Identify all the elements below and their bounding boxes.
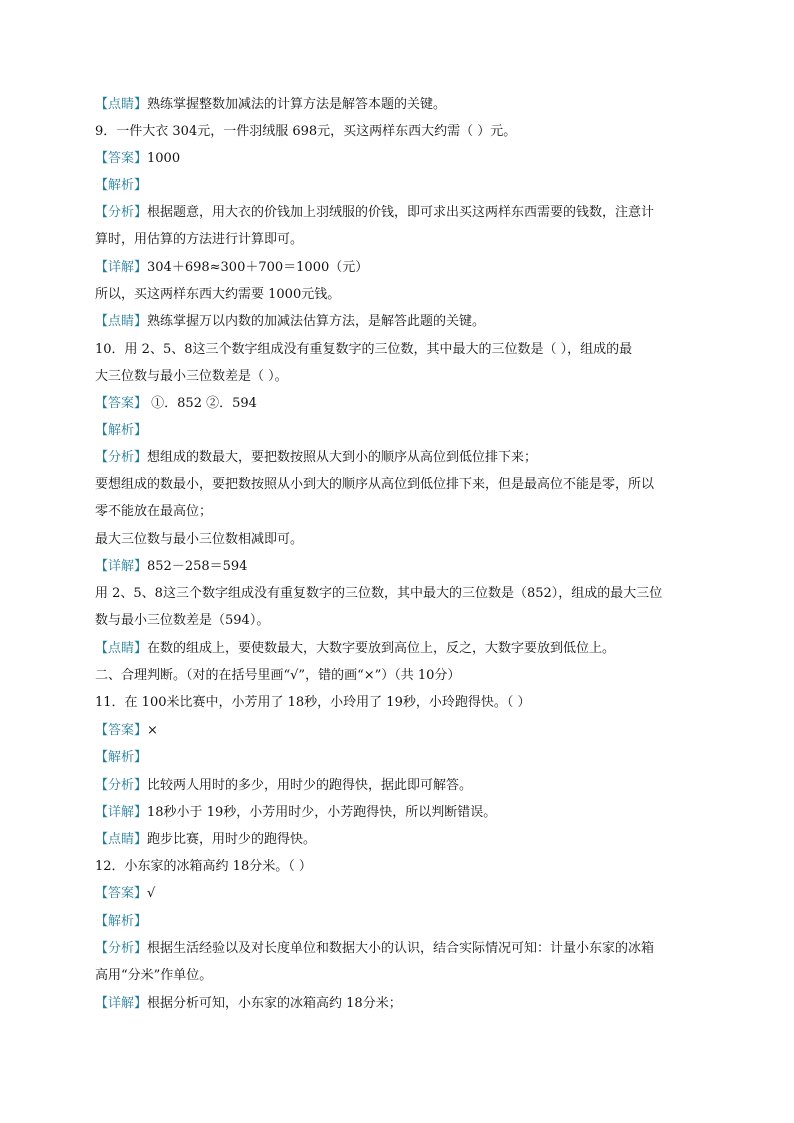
text-line: [95, 503, 705, 521]
line-text: ①．852 ②．594: [147, 396, 257, 411]
line-text: 根据分析可知，小东家的冰箱高约 18分米；: [147, 996, 402, 1011]
line-text: 大三位数与最小三位数差是（ ）。: [95, 369, 288, 384]
section-tag: 【解析】: [95, 914, 148, 929]
section-tag: 【点睛】: [95, 314, 148, 329]
line-text: 要想组成的数最小，要把数按照从小到大的顺序从高位到低位排下来，但是最高位不能是零，所以: [95, 477, 655, 492]
text-line: [95, 96, 705, 114]
line-text: 数与最小三位数差是（594）。: [95, 613, 270, 628]
line-text: 根据生活经验以及对长度单位和数据大小的认识，结合实际情况可知：计量小东家的冰箱: [147, 941, 655, 956]
analysis-heading: [95, 749, 705, 767]
analysis-heading: [95, 422, 705, 440]
text-line: [95, 231, 705, 249]
answer-line: [95, 885, 705, 903]
line-text: ×: [147, 723, 158, 738]
text-line: [95, 640, 705, 658]
section-tag: 【分析】: [95, 450, 148, 465]
section-tag: 【分析】: [95, 205, 148, 220]
line-text: 最大三位数与最小三位数相减即可。: [95, 532, 304, 547]
line-text: 在数的组成上，要使数最大，大数字要放到高位上，反之，大数字要放到低位上。: [147, 641, 616, 656]
text-line: [95, 476, 705, 494]
section-tag: 【分析】: [95, 941, 148, 956]
answer-line: [95, 395, 705, 413]
answer-line: [95, 150, 705, 168]
section-tag: 【详解】: [95, 996, 148, 1011]
line-text: 1000: [147, 151, 181, 166]
text-line: [95, 804, 705, 822]
section-tag: 【详解】: [95, 260, 148, 275]
line-text: 9．一件大衣 304元，一件羽绒服 698元，买这两样东西大约需（ ）元。: [95, 124, 517, 139]
text-line: [95, 368, 705, 386]
line-text: 二、合理判断。（对的在括号里画“√”，错的画“×”）（共 10分）: [95, 668, 461, 683]
section-tag: 【解析】: [95, 750, 148, 765]
text-line: [95, 531, 705, 549]
section-tag: 【答案】: [95, 886, 148, 901]
line-text: 零不能放在最高位；: [95, 504, 213, 519]
question-11: [95, 694, 705, 712]
text-line: [95, 313, 705, 331]
line-text: 10．用 2、5、8这三个数字组成没有重复数字的三位数，其中最大的三位数是（ ），组成的最: [95, 342, 633, 357]
line-text: 比较两人用时的多少，用时少的跑得快，据此即可解答。: [147, 778, 473, 793]
line-text: 304＋698≈300＋700＝1000（元）: [147, 260, 369, 275]
section-heading: [95, 667, 705, 685]
answer-line: [95, 722, 705, 740]
text-line: [95, 259, 705, 277]
analysis-heading: [95, 913, 705, 931]
line-text: 11．在 100米比赛中，小芳用了 18秒，小玲用了 19秒，小玲跑得快。（ ）: [95, 695, 531, 710]
section-tag: 【答案】: [95, 151, 148, 166]
question-9: [95, 123, 705, 141]
line-text: 根据题意，用大衣的价钱加上羽绒服的价钱，即可求出买这两样东西需要的钱数，注意计: [147, 205, 655, 220]
line-text: 852－258＝594: [147, 559, 248, 574]
section-tag: 【点睛】: [95, 832, 148, 847]
line-text: 所以，买这两样东西大约需要 1000元钱。: [95, 287, 341, 302]
section-tag: 【答案】: [95, 396, 148, 411]
section-tag: 【解析】: [95, 423, 148, 438]
text-line: [95, 831, 705, 849]
section-tag: 【点睛】: [95, 641, 148, 656]
line-text: √: [147, 886, 156, 901]
line-text: 熟练掌握万以内数的加减法估算方法，是解答此题的关键。: [147, 314, 486, 329]
line-text: 熟练掌握整数加减法的计算方法是解答本题的关键。: [147, 97, 447, 112]
section-tag: 【解析】: [95, 178, 148, 193]
text-line: [95, 558, 705, 576]
text-line: [95, 777, 705, 795]
question-10: [95, 341, 705, 359]
text-line: [95, 585, 705, 603]
text-line: [95, 995, 705, 1013]
line-text: 想组成的数最大，要把数按照从大到小的顺序从高位到低位排下来；: [147, 450, 538, 465]
section-tag: 【分析】: [95, 778, 148, 793]
line-text: 算时，用估算的方法进行计算即可。: [95, 232, 304, 247]
line-text: 用 2、5、8这三个数字组成没有重复数字的三位数，其中最大的三位数是（852），组成的最大三位: [95, 586, 663, 601]
question-12: [95, 858, 705, 876]
line-text: 跑步比赛，用时少的跑得快。: [147, 832, 317, 847]
line-text: 12．小东家的冰箱高约 18分米。（ ）: [95, 859, 312, 874]
analysis-heading: [95, 177, 705, 195]
section-tag: 【详解】: [95, 559, 148, 574]
text-line: [95, 204, 705, 222]
line-text: 高用“分米”作单位。: [95, 968, 213, 983]
text-line: [95, 967, 705, 985]
text-line: [95, 286, 705, 304]
section-tag: 【点睛】: [95, 97, 148, 112]
text-line: [95, 612, 705, 630]
line-text: 18秒小于 19秒，小芳用时少，小芳跑得快，所以判断错误。: [147, 805, 497, 820]
section-tag: 【答案】: [95, 723, 148, 738]
section-tag: 【详解】: [95, 805, 148, 820]
text-line: [95, 940, 705, 958]
text-line: [95, 449, 705, 467]
